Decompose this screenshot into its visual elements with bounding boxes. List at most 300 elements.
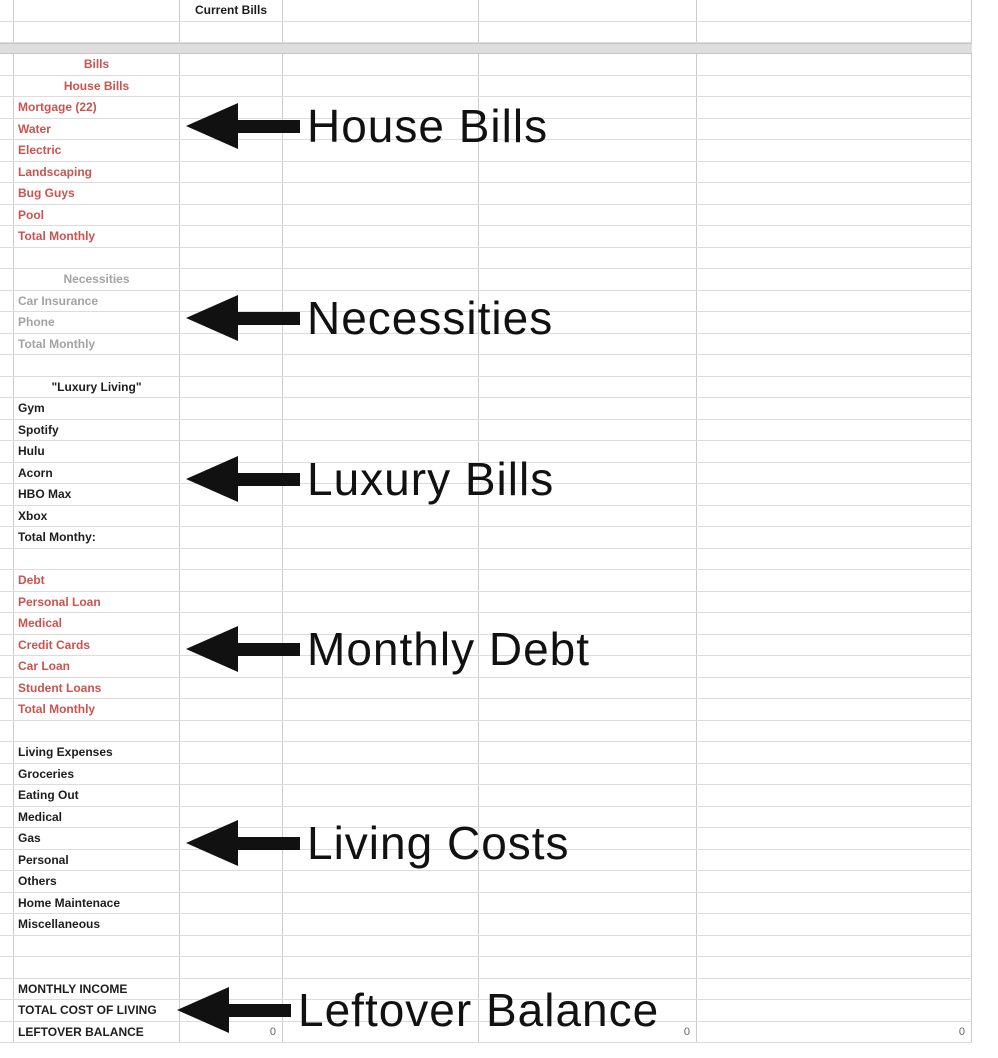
cell-col-d[interactable] <box>479 678 697 699</box>
cell-col-d[interactable] <box>479 764 697 785</box>
cell-col-c[interactable] <box>283 613 479 634</box>
row-header-stub <box>0 936 14 957</box>
row-label: Bills <box>83 57 110 72</box>
cell-col-c[interactable] <box>283 398 479 419</box>
cell-col-b[interactable] <box>180 656 283 677</box>
cell-col-a[interactable] <box>14 785 180 806</box>
cell-col-a[interactable] <box>14 656 180 677</box>
cell-col-b[interactable] <box>180 570 283 591</box>
cell-col-a[interactable] <box>14 850 180 871</box>
cell-col-c[interactable] <box>283 22 479 43</box>
row-label: Spotify <box>18 422 59 437</box>
cell-col-d[interactable] <box>479 119 697 140</box>
cell-col-d[interactable] <box>479 183 697 204</box>
cell-col-e[interactable] <box>697 742 972 763</box>
cell-col-c[interactable] <box>283 1000 479 1021</box>
cell-col-c[interactable] <box>283 162 479 183</box>
cell-col-c[interactable] <box>283 957 479 978</box>
cell-col-a[interactable] <box>14 484 180 505</box>
cell-col-b[interactable] <box>180 979 283 1000</box>
cell-col-a[interactable] <box>14 957 180 978</box>
row-label: Others <box>18 874 57 889</box>
cell-col-e[interactable] <box>697 183 972 204</box>
cell-col-a[interactable] <box>14 183 180 204</box>
row-label: Hulu <box>18 444 45 459</box>
cell-col-a[interactable] <box>14 97 180 118</box>
cell-col-d[interactable] <box>479 248 697 269</box>
cell-col-a[interactable] <box>14 291 180 312</box>
cell-col-c[interactable] <box>283 871 479 892</box>
row-header-stub <box>0 22 14 43</box>
cell-col-e[interactable] <box>697 1000 972 1021</box>
cell-col-b[interactable] <box>180 0 283 21</box>
cell-col-e[interactable] <box>697 570 972 591</box>
row-header-stub <box>0 398 14 419</box>
cell-col-b[interactable] <box>180 183 283 204</box>
cell-col-e[interactable] <box>697 893 972 914</box>
cell-col-a[interactable] <box>14 1022 180 1043</box>
row-header-stub <box>0 785 14 806</box>
cell-col-e[interactable] <box>697 420 972 441</box>
cell-col-b[interactable] <box>180 527 283 548</box>
cell-col-a[interactable] <box>14 334 180 355</box>
cell-col-d[interactable] <box>479 463 697 484</box>
sheet-row <box>0 807 972 829</box>
cell-col-d[interactable] <box>479 205 697 226</box>
cell-col-e[interactable] <box>697 914 972 935</box>
cell-col-a[interactable] <box>14 871 180 892</box>
cell-col-e[interactable] <box>697 527 972 548</box>
cell-col-d[interactable] <box>479 699 697 720</box>
cell-col-c[interactable] <box>283 914 479 935</box>
cell-col-d[interactable] <box>479 828 697 849</box>
row-label: Groceries <box>18 766 75 781</box>
cell-col-b[interactable] <box>180 506 283 527</box>
sheet-row <box>0 355 972 377</box>
cell-col-e[interactable] <box>697 312 972 333</box>
cell-col-b[interactable] <box>180 398 283 419</box>
cell-col-e[interactable] <box>697 807 972 828</box>
cell-col-d[interactable] <box>479 850 697 871</box>
cell-col-d[interactable] <box>479 76 697 97</box>
row-header-stub <box>0 355 14 376</box>
annotation-label: Monthly Debt <box>307 623 591 675</box>
cell-col-c[interactable] <box>283 0 479 21</box>
cell-col-e[interactable] <box>697 291 972 312</box>
cell-col-a[interactable] <box>14 570 180 591</box>
cell-col-c[interactable] <box>283 1022 479 1043</box>
cell-col-a[interactable] <box>14 76 180 97</box>
cell-col-e[interactable] <box>697 162 972 183</box>
cell-col-c[interactable] <box>283 76 479 97</box>
cell-col-b[interactable] <box>180 893 283 914</box>
cell-col-d[interactable] <box>479 398 697 419</box>
cell-col-e[interactable] <box>697 226 972 247</box>
cell-col-e[interactable] <box>697 678 972 699</box>
row-header-stub <box>0 742 14 763</box>
cell-col-a[interactable] <box>14 527 180 548</box>
cell-col-d[interactable] <box>479 162 697 183</box>
row-header-stub <box>0 162 14 183</box>
cell-col-b[interactable] <box>180 420 283 441</box>
cell-col-a[interactable] <box>14 377 180 398</box>
cell-col-e[interactable] <box>697 506 972 527</box>
cell-col-b[interactable] <box>180 463 283 484</box>
sheet-row <box>0 97 972 119</box>
cell-col-e[interactable] <box>697 398 972 419</box>
cell-col-c[interactable] <box>283 441 479 462</box>
cell-col-a[interactable] <box>14 828 180 849</box>
cell-col-b[interactable] <box>180 1022 283 1043</box>
cell-col-d[interactable] <box>479 570 697 591</box>
row-header-stub <box>0 312 14 333</box>
cell-col-a[interactable] <box>14 162 180 183</box>
cell-col-b[interactable] <box>180 592 283 613</box>
cell-col-d[interactable] <box>479 549 697 570</box>
cell-col-d[interactable] <box>479 785 697 806</box>
cell-col-b[interactable] <box>180 441 283 462</box>
cell-col-d[interactable] <box>479 484 697 505</box>
cell-col-a[interactable] <box>14 979 180 1000</box>
sheet-row <box>0 893 972 915</box>
cell-col-b[interactable] <box>180 484 283 505</box>
row-label: Total Monthly <box>18 229 96 244</box>
cell-col-e[interactable] <box>697 22 972 43</box>
cell-col-a[interactable] <box>14 721 180 742</box>
cell-col-b[interactable] <box>180 226 283 247</box>
cell-col-d[interactable] <box>479 506 697 527</box>
cell-col-e[interactable] <box>697 463 972 484</box>
cell-col-b[interactable] <box>180 957 283 978</box>
cell-col-e[interactable] <box>697 269 972 290</box>
cell-col-e[interactable] <box>697 979 972 1000</box>
cell-col-d[interactable] <box>479 957 697 978</box>
cell-col-c[interactable] <box>283 807 479 828</box>
cell-col-e[interactable] <box>697 871 972 892</box>
cell-col-a[interactable] <box>14 398 180 419</box>
cell-col-e[interactable] <box>697 140 972 161</box>
cell-col-e[interactable] <box>697 119 972 140</box>
frozen-row-divider <box>0 43 972 54</box>
cell-col-c[interactable] <box>283 656 479 677</box>
cell-col-e[interactable] <box>697 355 972 376</box>
row-label: Eating Out <box>18 788 79 803</box>
cell-col-b[interactable] <box>180 764 283 785</box>
cell-col-d[interactable] <box>479 527 697 548</box>
cell-col-e[interactable] <box>697 0 972 21</box>
cell-col-a[interactable] <box>14 22 180 43</box>
row-header-stub <box>0 54 14 75</box>
cell-col-b[interactable] <box>180 377 283 398</box>
cell-col-b[interactable] <box>180 828 283 849</box>
cell-col-e[interactable] <box>697 656 972 677</box>
sheet-row <box>0 1000 972 1022</box>
cell-col-a[interactable] <box>14 248 180 269</box>
cell-col-d[interactable] <box>479 936 697 957</box>
cell-col-d[interactable] <box>479 721 697 742</box>
cell-col-a[interactable] <box>14 914 180 935</box>
cell-col-d[interactable] <box>479 807 697 828</box>
cell-col-b[interactable] <box>180 807 283 828</box>
cell-col-c[interactable] <box>283 764 479 785</box>
cell-col-c[interactable] <box>283 484 479 505</box>
cell-col-a[interactable] <box>14 613 180 634</box>
cell-col-e[interactable] <box>697 205 972 226</box>
cell-col-b[interactable] <box>180 248 283 269</box>
cell-col-e[interactable] <box>697 97 972 118</box>
cell-col-d[interactable] <box>479 441 697 462</box>
cell-col-c[interactable] <box>283 140 479 161</box>
cell-col-b[interactable] <box>180 162 283 183</box>
row-label: Debt <box>18 573 45 588</box>
sheet-row <box>0 871 972 893</box>
cell-col-e[interactable] <box>697 721 972 742</box>
cell-col-e[interactable] <box>697 76 972 97</box>
cell-col-d[interactable] <box>479 592 697 613</box>
cell-col-a[interactable] <box>14 893 180 914</box>
cell-value: 0 <box>683 1025 690 1038</box>
cell-col-d[interactable] <box>479 914 697 935</box>
cell-col-c[interactable] <box>283 226 479 247</box>
cell-col-d[interactable] <box>479 420 697 441</box>
sheet-row <box>0 441 972 463</box>
cell-col-c[interactable] <box>283 334 479 355</box>
row-label: Pool <box>18 207 44 222</box>
cell-col-d[interactable] <box>479 22 697 43</box>
cell-col-c[interactable] <box>283 979 479 1000</box>
row-header-stub <box>0 269 14 290</box>
cell-col-e[interactable] <box>697 248 972 269</box>
cell-col-d[interactable] <box>479 1000 697 1021</box>
cell-col-d[interactable] <box>479 140 697 161</box>
sheet-row <box>0 570 972 592</box>
sheet-row <box>0 549 972 571</box>
sheet-row <box>0 334 972 356</box>
row-label: Credit Cards <box>18 637 91 652</box>
cell-col-a[interactable] <box>14 463 180 484</box>
cell-col-b[interactable] <box>180 850 283 871</box>
cell-col-c[interactable] <box>283 269 479 290</box>
cell-col-a[interactable] <box>14 441 180 462</box>
cell-col-a[interactable] <box>14 312 180 333</box>
cell-col-c[interactable] <box>283 355 479 376</box>
cell-col-d[interactable] <box>479 377 697 398</box>
cell-col-c[interactable] <box>283 248 479 269</box>
cell-col-d[interactable] <box>479 312 697 333</box>
cell-col-e[interactable] <box>697 957 972 978</box>
cell-col-c[interactable] <box>283 721 479 742</box>
cell-col-b[interactable] <box>180 140 283 161</box>
cell-col-c[interactable] <box>283 936 479 957</box>
row-label: Car Loan <box>18 659 71 674</box>
cell-col-d[interactable] <box>479 742 697 763</box>
cell-col-e[interactable] <box>697 850 972 871</box>
annotation-label: Living Costs <box>307 817 570 869</box>
cell-col-c[interactable] <box>283 97 479 118</box>
cell-col-c[interactable] <box>283 570 479 591</box>
cell-col-a[interactable] <box>14 807 180 828</box>
row-label: Acorn <box>18 465 53 480</box>
cell-col-d[interactable] <box>479 54 697 75</box>
cell-col-e[interactable] <box>697 484 972 505</box>
cell-col-c[interactable] <box>283 592 479 613</box>
row-label: LEFTOVER BALANCE <box>18 1024 144 1039</box>
cell-col-e[interactable] <box>697 592 972 613</box>
cell-col-b[interactable] <box>180 721 283 742</box>
cell-col-b[interactable] <box>180 119 283 140</box>
cell-col-c[interactable] <box>283 893 479 914</box>
sheet-row <box>0 742 972 764</box>
cell-col-c[interactable] <box>283 377 479 398</box>
row-header-stub <box>0 484 14 505</box>
cell-col-a[interactable] <box>14 1000 180 1021</box>
cell-col-e[interactable] <box>697 828 972 849</box>
cell-col-e[interactable] <box>697 699 972 720</box>
row-header-stub <box>0 527 14 548</box>
cell-col-c[interactable] <box>283 463 479 484</box>
cell-col-d[interactable] <box>479 226 697 247</box>
cell-col-a[interactable] <box>14 742 180 763</box>
cell-col-d[interactable] <box>479 635 697 656</box>
cell-col-b[interactable] <box>180 914 283 935</box>
sheet-row <box>0 828 972 850</box>
cell-col-e[interactable] <box>697 549 972 570</box>
cell-col-c[interactable] <box>283 54 479 75</box>
row-label: Necessities <box>63 272 130 287</box>
cell-col-a[interactable] <box>14 764 180 785</box>
row-label: HBO Max <box>18 487 72 502</box>
cell-col-c[interactable] <box>283 850 479 871</box>
cell-col-a[interactable] <box>14 205 180 226</box>
sheet-row <box>0 914 972 936</box>
cell-col-d[interactable] <box>479 613 697 634</box>
annotation-label: Luxury Bills <box>307 453 555 505</box>
cell-col-b[interactable] <box>180 97 283 118</box>
sheet-row <box>0 592 972 614</box>
sheet-row <box>0 764 972 786</box>
row-label: "Luxury Living" <box>51 379 142 394</box>
cell-col-d[interactable] <box>479 269 697 290</box>
cell-col-a[interactable] <box>14 269 180 290</box>
cell-col-d[interactable] <box>479 656 697 677</box>
cell-col-c[interactable] <box>283 312 479 333</box>
cell-col-d[interactable] <box>479 871 697 892</box>
cell-col-c[interactable] <box>283 699 479 720</box>
cell-col-e[interactable] <box>697 54 972 75</box>
cell-col-e[interactable] <box>697 613 972 634</box>
cell-col-d[interactable] <box>479 97 697 118</box>
cell-col-a[interactable] <box>14 699 180 720</box>
cell-col-e[interactable] <box>697 785 972 806</box>
cell-col-b[interactable] <box>180 76 283 97</box>
cell-col-a[interactable] <box>14 936 180 957</box>
cell-col-b[interactable] <box>180 269 283 290</box>
sheet-row <box>0 850 972 872</box>
cell-col-c[interactable] <box>283 119 479 140</box>
cell-col-a[interactable] <box>14 678 180 699</box>
cell-col-b[interactable] <box>180 54 283 75</box>
cell-col-b[interactable] <box>180 871 283 892</box>
cell-col-a[interactable] <box>14 635 180 656</box>
cell-col-b[interactable] <box>180 291 283 312</box>
cell-col-b[interactable] <box>180 635 283 656</box>
cell-col-b[interactable] <box>180 312 283 333</box>
cell-col-b[interactable] <box>180 936 283 957</box>
cell-col-d[interactable] <box>479 893 697 914</box>
cell-col-c[interactable] <box>283 205 479 226</box>
cell-col-e[interactable] <box>697 334 972 355</box>
cell-col-b[interactable] <box>180 22 283 43</box>
cell-col-e[interactable] <box>697 441 972 462</box>
cell-col-c[interactable] <box>283 420 479 441</box>
cell-col-e[interactable] <box>697 1022 972 1043</box>
cell-col-a[interactable] <box>14 140 180 161</box>
sheet-row <box>0 678 972 700</box>
cell-col-c[interactable] <box>283 291 479 312</box>
cell-col-d[interactable] <box>479 334 697 355</box>
cell-col-a[interactable] <box>14 54 180 75</box>
row-header-stub <box>0 635 14 656</box>
cell-col-e[interactable] <box>697 764 972 785</box>
cell-col-a[interactable] <box>14 420 180 441</box>
cell-col-b[interactable] <box>180 334 283 355</box>
cell-col-c[interactable] <box>283 742 479 763</box>
cell-col-b[interactable] <box>180 785 283 806</box>
cell-col-c[interactable] <box>283 678 479 699</box>
row-header-stub <box>0 764 14 785</box>
cell-col-b[interactable] <box>180 549 283 570</box>
sheet-row <box>0 312 972 334</box>
cell-col-a[interactable] <box>14 592 180 613</box>
sheet-row <box>0 420 972 442</box>
row-header-stub <box>0 957 14 978</box>
cell-col-a[interactable] <box>14 506 180 527</box>
row-header-stub <box>0 226 14 247</box>
row-header-stub <box>0 248 14 269</box>
sheet-row <box>0 291 972 313</box>
sheet-row <box>0 1022 972 1044</box>
cell-col-c[interactable] <box>283 635 479 656</box>
cell-col-c[interactable] <box>283 828 479 849</box>
cell-col-b[interactable] <box>180 1000 283 1021</box>
cell-col-a[interactable] <box>14 0 180 21</box>
cell-col-b[interactable] <box>180 742 283 763</box>
cell-col-a[interactable] <box>14 355 180 376</box>
cell-col-c[interactable] <box>283 785 479 806</box>
cell-col-c[interactable] <box>283 549 479 570</box>
cell-col-b[interactable] <box>180 355 283 376</box>
cell-col-c[interactable] <box>283 506 479 527</box>
cell-col-d[interactable] <box>479 0 697 21</box>
row-header-stub <box>0 656 14 677</box>
cell-col-d[interactable] <box>479 1022 697 1043</box>
cell-col-c[interactable] <box>283 527 479 548</box>
cell-col-a[interactable] <box>14 226 180 247</box>
cell-col-d[interactable] <box>479 291 697 312</box>
cell-col-c[interactable] <box>283 183 479 204</box>
cell-col-e[interactable] <box>697 635 972 656</box>
cell-col-a[interactable] <box>14 549 180 570</box>
cell-col-b[interactable] <box>180 613 283 634</box>
cell-col-a[interactable] <box>14 119 180 140</box>
cell-col-b[interactable] <box>180 699 283 720</box>
cell-col-d[interactable] <box>479 355 697 376</box>
cell-col-b[interactable] <box>180 678 283 699</box>
cell-col-d[interactable] <box>479 979 697 1000</box>
cell-col-e[interactable] <box>697 377 972 398</box>
cell-col-b[interactable] <box>180 205 283 226</box>
cell-col-e[interactable] <box>697 936 972 957</box>
